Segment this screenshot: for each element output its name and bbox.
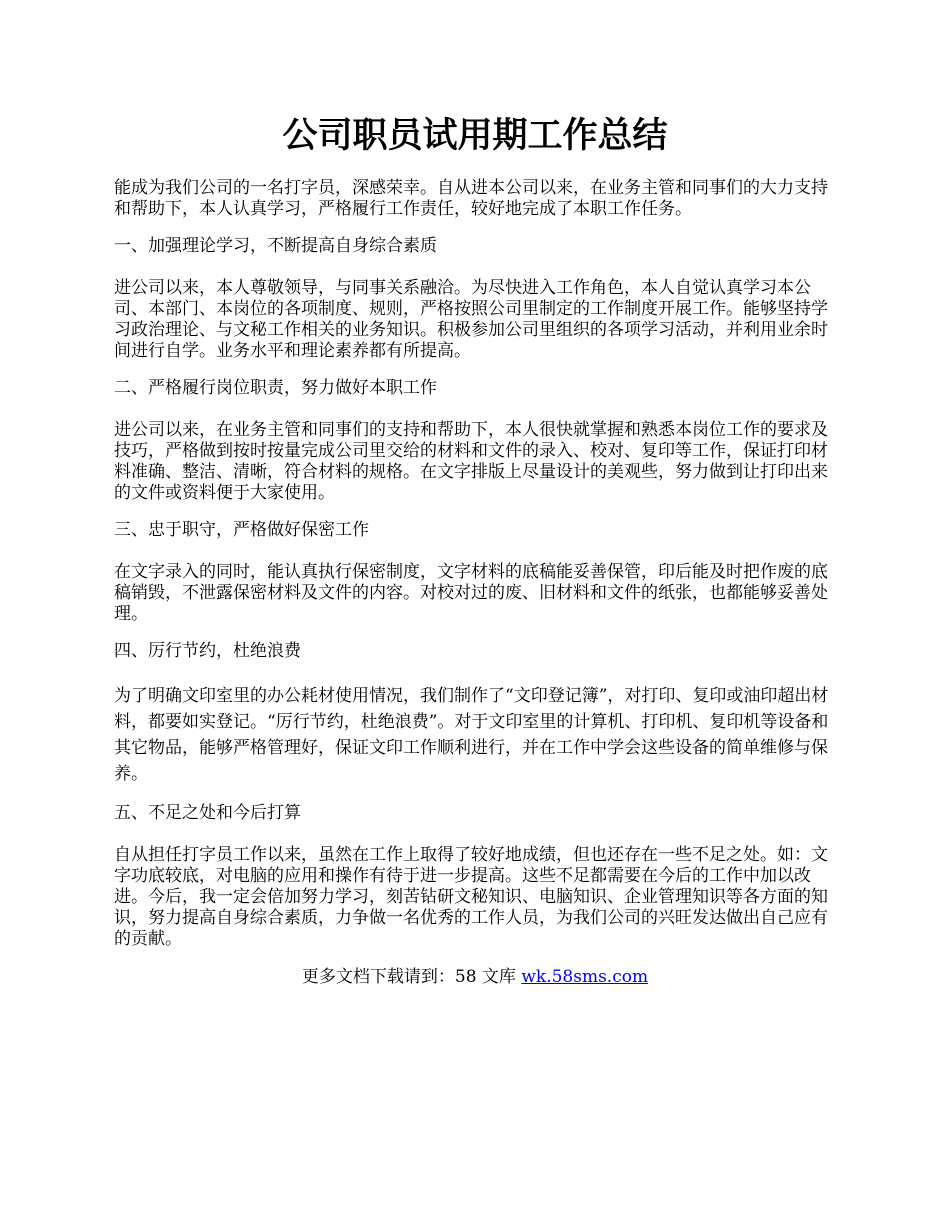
section-3-body: 在文字录入的同时，能认真执行保密制度，文字材料的底稿能妥善保管，印后能及时把作废的底稿销毁，不泄露保密材料及文件的内容。对校对过的废、旧材料和文件的纸张，也都能够妥善处理。 — [114, 562, 828, 624]
section-2-heading: 二、严格履行岗位职责，努力做好本职工作 — [114, 378, 437, 398]
section-4-body: 为了明确文印室里的办公耗材使用情况，我们制作了“文印登记簿”，对打印、复印或油印超出材料，都要如实登记。“厉行节约，杜绝浪费”。对于文印室里的计算机、打印机、复印机等设备和其它物品，能够严格管理好，保证文印工作顺利进行，并在工作中学会这些设备的简单维修与保养。 — [114, 686, 829, 784]
section-5-heading: 五、不足之处和今后打算 — [114, 803, 301, 823]
intro-paragraph: 能成为我们公司的一名打字员，深感荣幸。自从进本公司以来，在业务主管和同事们的大力支持和帮助下，本人认真学习，严格履行工作责任，较好地完成了本职工作任务。 — [114, 178, 828, 219]
section-2-body: 进公司以来，在业务主管和同事们的支持和帮助下，本人很快就掌握和熟悉本岗位工作的要求及技巧，严格做到按时按量完成公司里交给的材料和文件的录入、校对、复印等工作，保证打印材料准确、整洁、清晰，符合材料的规格。在文字排版上尽量设计的美观些，努力做到让打印出来的文件或资料便于大家使用。 — [114, 420, 828, 503]
footer-text: 更多文档下载请到：58 文库 — [301, 967, 522, 987]
download-footer — [0, 966, 950, 988]
section-1-body: 进公司以来，本人尊敬领导，与同事关系融洽。为尽快进入工作角色，本人自觉认真学习本公司、本部门、本岗位的各项制度、规则，严格按照公司里制定的工作制度开展工作。能够坚持学习政治理论、与文秘工作相关的业务知识。积极参加公司里组织的各项学习活动，并利用业余时间进行自学。业务水平和理论素养都有所提高。 — [114, 278, 828, 361]
footer-link[interactable]: wk.58sms.com — [521, 967, 649, 987]
section-4-heading: 四、厉行节约，杜绝浪费 — [114, 641, 301, 661]
document-body — [114, 178, 844, 966]
document-title: 公司职员试用期工作总结 — [282, 115, 668, 156]
section-1-heading: 一、加强理论学习，不断提高自身综合素质 — [114, 236, 437, 256]
section-5-body: 自从担任打字员工作以来，虽然在工作上取得了较好地成绩，但也还存在一些不足之处。如：文字功底较底，对电脑的应用和操作有待于进一步提高。这些不足都需要在今后的工作中加以改进。今后，我一定会倍加努力学习，刻苦钻研文秘知识、电脑知识、企业管理知识等各方面的知识，努力提高自身综合素质，力争做一名优秀的工作人员，为我们公司的兴旺发达做出自己应有的贡献。 — [114, 845, 828, 949]
section-3-heading: 三、忠于职守，严格做好保密工作 — [114, 520, 369, 540]
